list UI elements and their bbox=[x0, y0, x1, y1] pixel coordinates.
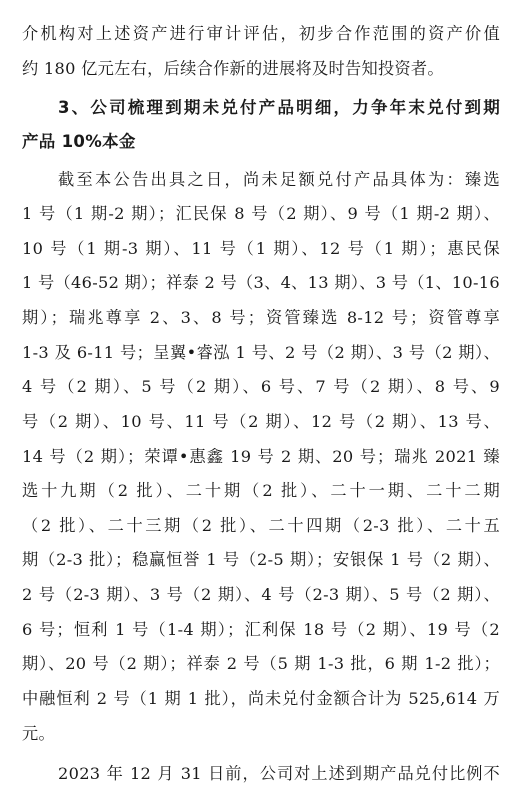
text-line: 2 号（2-3 期）、3 号（2 期）、4 号（2-3 期）、5 号（2 期）、 bbox=[22, 585, 500, 604]
text-line: 10 号（1 期-3 期）、11 号（1 期）、12 号（1 期）；惠民保 bbox=[22, 239, 500, 258]
text-line: 4 号（2 期）、5 号（2 期）、6 号、7 号（2 期）、8 号、9 bbox=[22, 377, 500, 396]
text-line: 期）、20 号（2 期）；祥泰 2 号（5 期 1-3 批，6 期 1-2 批）； bbox=[22, 654, 500, 673]
text-line: 期（2-3 批）；稳赢恒誉 1 号（2-5 期）；安银保 1 号（2 期）、 bbox=[22, 550, 500, 569]
text-line: 介机构对上述资产进行审计评估，初步合作范围的资产价值 bbox=[22, 24, 500, 43]
section-heading: 3、公司梳理到期未兑付产品明细，力争年末兑付到期 bbox=[58, 98, 500, 117]
section-heading: 产品 10%本金 bbox=[22, 132, 136, 151]
text-line: 号（2 期）、10 号、11 号（2 期）、12 号（2 期）、13 号、 bbox=[22, 412, 500, 431]
text-line: 1 号（46-52 期）；祥泰 2 号（3、4、13 期）、3 号（1、10-16 bbox=[22, 273, 500, 292]
text-line: 14 号（2 期）；荣谭•惠鑫 19 号 2 期、20 号；瑞兆 2021 臻 bbox=[22, 447, 500, 466]
text-line: 截至本公告出具之日，尚未足额兑付产品具体为：臻选 bbox=[58, 170, 500, 189]
text-line: 约 180 亿元左右，后续合作新的进展将及时告知投资者。 bbox=[22, 59, 444, 78]
text-line: 选十九期（2 批）、二十期（2 批）、二十一期、二十二期 bbox=[22, 481, 500, 500]
text-line: 6 号；恒利 1 号（1-4 期）；汇利保 18 号（2 期）、19 号（2 bbox=[22, 620, 500, 639]
text-line: 1 号（1 期-2 期）；汇民保 8 号（2 期）、9 号（1 期-2 期）、 bbox=[22, 204, 500, 223]
text-line: 1-3 及 6-11 号；呈翼•睿泓 1 号、2 号（2 期）、3 号（2 期）、 bbox=[22, 343, 500, 362]
text-line: 中融恒利 2 号（1 期 1 批），尚未兑付金额合计为 525,614 万 bbox=[22, 689, 500, 708]
text-line: 元。 bbox=[22, 724, 55, 743]
text-line: 2023 年 12 月 31 日前，公司对上述到期产品兑付比例不 bbox=[58, 764, 500, 783]
text-line: （2 批）、二十三期（2 批）、二十四期（2-3 批）、二十五 bbox=[22, 516, 500, 535]
text-line: 期）；瑞兆尊享 2、3、8 号；资管臻选 8-12 号；资管尊享 bbox=[22, 308, 500, 327]
